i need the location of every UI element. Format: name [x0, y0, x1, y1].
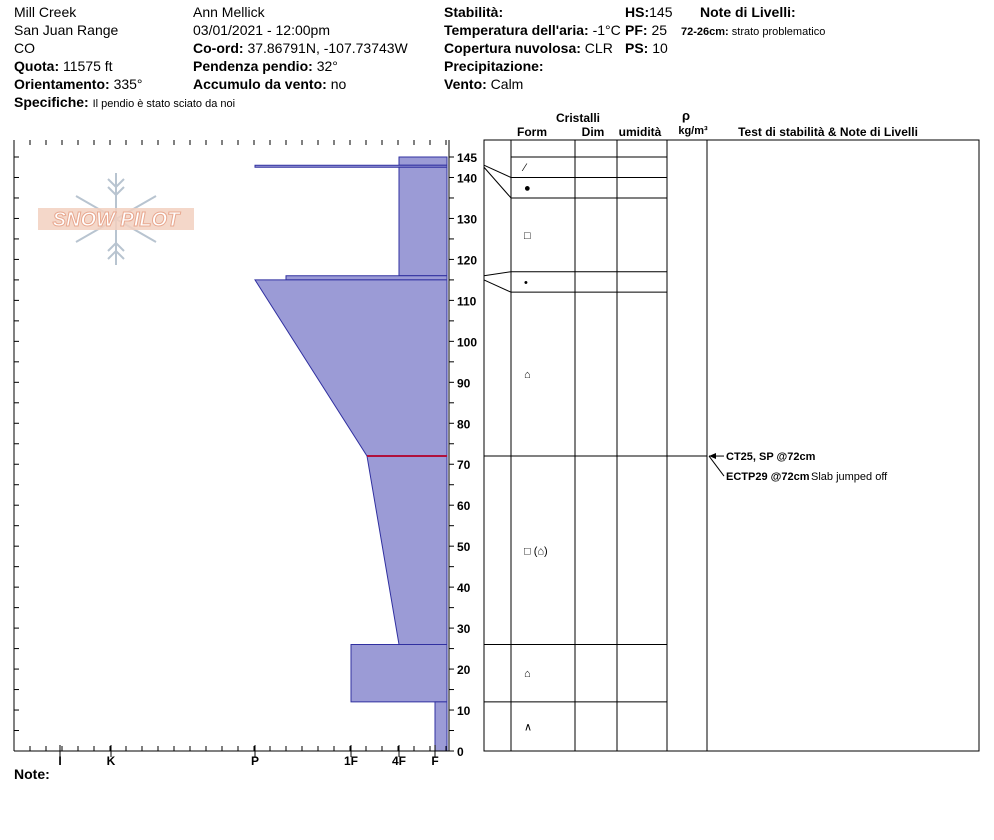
state-name: CO [14, 40, 35, 56]
elevation-label: Quota: [14, 58, 60, 74]
observation-datetime: 03/01/2021 - 12:00pm [193, 22, 330, 38]
elevation-value: 11575 ft [63, 58, 113, 74]
ps-value: 10 [652, 40, 668, 56]
x-tick-label: K [106, 754, 116, 768]
cloud-value: CLR [584, 40, 613, 56]
y-tick-label: 130 [457, 212, 478, 227]
hs-label: HS: [625, 4, 650, 20]
crystal-form-symbol: • [524, 276, 528, 289]
pf-value: 25 [651, 22, 668, 38]
y-tick-label: 30 [457, 622, 471, 637]
location-name: Mill Creek [14, 4, 77, 20]
slope-label: Pendenza pendio: [193, 58, 313, 74]
range-name: San Juan Range [14, 22, 119, 38]
crystal-form-symbol: ∧ [524, 721, 533, 734]
crystals-header: Cristalli [555, 111, 601, 125]
y-tick-label: 120 [457, 253, 478, 268]
hs-value: 145 [649, 4, 673, 20]
hardness-layer [367, 456, 447, 644]
pf-label: PF: [625, 22, 648, 38]
crystal-form-symbol: ⌂ [524, 668, 531, 681]
moisture-column-header: umidità [618, 125, 662, 139]
wind-loading-field [193, 76, 346, 92]
y-tick-label: 20 [457, 663, 471, 678]
y-tick-label: 110 [457, 294, 477, 309]
notes-label: Note: [14, 766, 50, 782]
stability-column-header: Test di stabilità & Note di Livelli [738, 125, 918, 139]
layer-notes-label: Note di Livelli: [700, 4, 796, 20]
stability-label: Stabilità: [444, 4, 504, 20]
y-tick-label: 40 [457, 581, 471, 596]
specifics-label: Specifiche: [14, 94, 89, 110]
aspect-value: 335° [113, 76, 143, 92]
x-tick-label: F [431, 754, 439, 768]
aspect-label: Orientamento: [14, 76, 110, 92]
hardness-chart [0, 130, 480, 780]
stability-notes [709, 451, 888, 483]
air-temp-label: Temperatura dell'aria: [444, 22, 589, 38]
air-temp-field [444, 22, 621, 38]
density-column-header: kg/m³ [678, 125, 708, 137]
y-tick-label: 145 [457, 151, 478, 165]
air-temp-value: -1°C [592, 22, 621, 38]
hardness-layer [255, 280, 447, 456]
slope-field [193, 58, 338, 74]
layer-note [681, 24, 825, 40]
wind-loading-label: Accumulo da vento: [193, 76, 327, 92]
wind-loading-value: no [330, 76, 347, 92]
crystal-form-symbol: □ [524, 229, 531, 242]
pf-field [625, 22, 667, 38]
wind-label: Vento: [444, 76, 487, 92]
cloud-field [444, 40, 613, 56]
x-tick-label: I [58, 754, 62, 768]
wind-value: Calm [490, 76, 524, 92]
layer-table [440, 105, 994, 765]
coord-field [193, 40, 408, 56]
logo-text: SNOW PILOT [52, 209, 180, 231]
y-tick-label: 10 [457, 704, 471, 719]
table-frame [484, 140, 979, 751]
form-column-header: Form [517, 125, 547, 139]
coord-value: 37.86791N, -107.73743W [247, 40, 408, 56]
coord-label: Co-ord: [193, 40, 244, 56]
layer-note-depth: 72-26cm: [681, 26, 729, 38]
crystal-form-symbol: ⌂ [524, 369, 531, 382]
y-tick-label: 100 [457, 335, 478, 350]
stability-test-code: ECTP29 @72cm [726, 471, 810, 484]
x-tick-label: P [250, 754, 260, 768]
hardness-layer [286, 276, 447, 280]
y-tick-label: 0 [457, 745, 464, 759]
specifics-value: Il pendio è stato sciato da noi [92, 98, 236, 110]
y-tick-label: 80 [457, 417, 471, 432]
table-rows [484, 157, 707, 733]
x-tick-label: 4F [391, 754, 407, 768]
crystal-form-symbol: ● [524, 182, 531, 195]
wind-field [444, 76, 523, 92]
layer-note-text: strato problematico [731, 26, 826, 38]
crystal-form-symbol: ⁄ [524, 162, 526, 175]
y-tick-label: 60 [457, 499, 471, 514]
stability-test-code: CT25, SP @72cm [726, 451, 816, 464]
cloud-label: Copertura nuvolosa: [444, 40, 581, 56]
y-tick-label: 140 [457, 171, 478, 186]
hardness-layers [255, 157, 447, 751]
slope-value: 32° [316, 58, 338, 74]
rho-header: ρ [681, 108, 691, 123]
specifics-field [14, 94, 235, 112]
y-tick-label: 90 [457, 376, 471, 391]
observer-name: Ann Mellick [193, 4, 265, 20]
y-tick-label: 50 [457, 540, 471, 555]
aspect-field [14, 76, 143, 92]
x-tick-label: 1F [343, 754, 359, 768]
ps-label: PS: [625, 40, 649, 56]
elevation-field [14, 58, 113, 74]
stability-pointer [709, 456, 724, 476]
depth-connector [484, 272, 511, 276]
crystal-form-symbol: □ (⌂) [524, 545, 548, 558]
hs-field [625, 4, 672, 20]
stability-test-note: Slab jumped off [811, 471, 888, 484]
y-tick-label: 70 [457, 458, 471, 473]
ps-field [625, 40, 668, 56]
size-column-header: Dim [581, 125, 605, 139]
hardness-layer [351, 644, 447, 701]
depth-connector [484, 280, 511, 292]
precip-label: Precipitazione: [444, 58, 544, 74]
